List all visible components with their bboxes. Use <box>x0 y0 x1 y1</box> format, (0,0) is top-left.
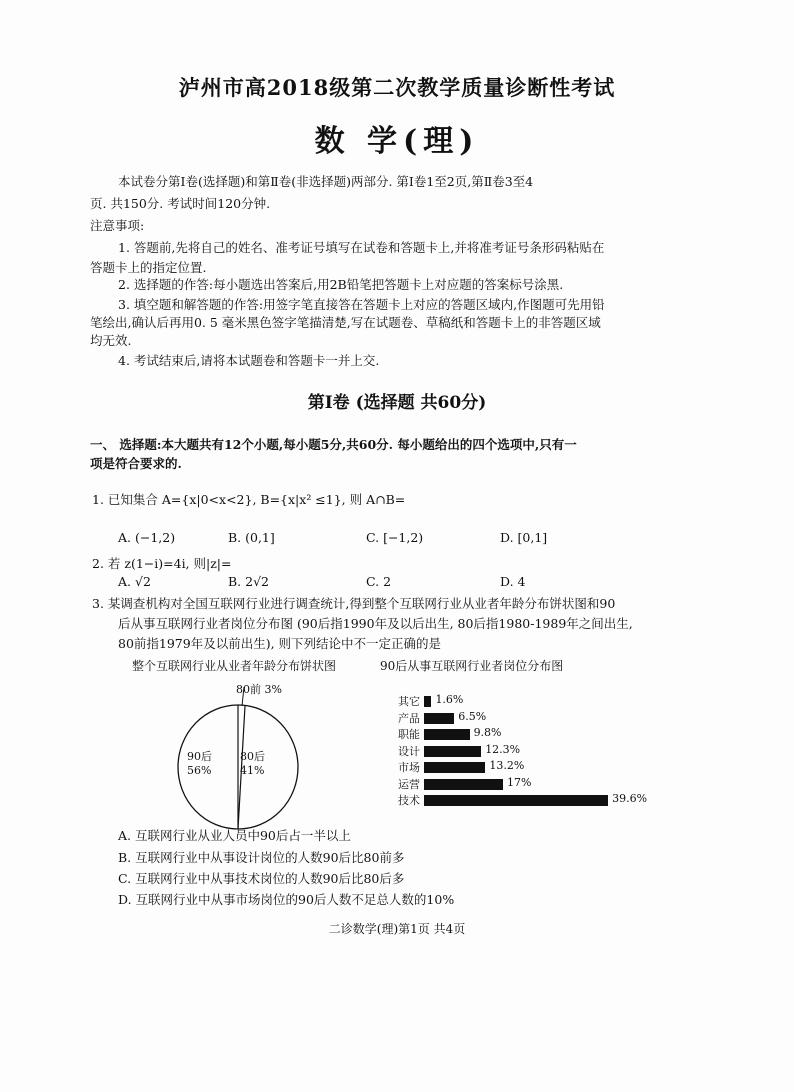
exam-title: 泸州市高2018级第二次教学质量诊断性考试 <box>178 75 616 100</box>
q3-stem-a: 3. 某调查机构对全国互联网行业进行调查统计,得到整个互联网行业从业者年龄分布饼状图和90 <box>92 596 616 611</box>
q2-stem: 2. 若 z(1−i)=4i, 则|z|= <box>92 556 232 571</box>
pie-label-80-before: 80前 3% <box>236 683 282 696</box>
bar-value-label: 17% <box>507 775 532 789</box>
q1-option-a: A. (−1,2) <box>118 530 176 545</box>
bar-mark <box>424 713 454 724</box>
section-instruction-a: 一、 选择题:本大题共有12个小题,每小题5分,共60分. 每小题给出的四个选项中,只有一 <box>90 437 577 452</box>
pie-label-90-name: 90后 <box>187 750 212 763</box>
q2-option-a: A. √2 <box>118 574 151 589</box>
bar-mark <box>424 762 485 773</box>
bar-category-label: 设计 <box>398 744 420 758</box>
intro-line-2: 页. 共150分. 考试时间120分钟. <box>90 196 271 211</box>
bar-mark <box>424 729 470 740</box>
q1-option-b: B. (0,1] <box>228 530 275 545</box>
q3-stem-b: 后从事互联网行业者岗位分布图 (90后指1990年及以后出生, 80后指1980-1989年之间出生, <box>118 616 633 631</box>
pie-label-80-name: 80后 <box>240 750 265 763</box>
note-4: 4. 考试结束后,请将本试题卷和答题卡一并上交. <box>118 353 380 368</box>
q2-option-c: C. 2 <box>366 574 392 589</box>
bar-mark <box>424 795 608 806</box>
page-footer: 二诊数学(理)第1页 共4页 <box>328 922 466 936</box>
q1-option-c: C. [−1,2) <box>366 530 424 545</box>
bar-value-label: 13.2% <box>489 759 525 772</box>
q3-stem-c: 80前指1979年及以前出生), 则下列结论中不一定正确的是 <box>118 636 442 651</box>
q2-option-d: D. 4 <box>500 574 526 589</box>
bar-value-label: 9.8% <box>473 726 502 739</box>
pie-label-80-pct: 41% <box>240 764 265 777</box>
bar-value-label: 39.6% <box>612 792 648 805</box>
bar-value-label: 12.3% <box>485 742 521 756</box>
q3-option-c: C. 互联网行业中从事技术岗位的人数90后比80后多 <box>118 871 405 886</box>
bar-chart-title: 90后从事互联网行业者岗位分布图 <box>380 659 564 673</box>
bar-category-label: 其它 <box>398 695 420 708</box>
bar-category-label: 运营 <box>398 777 420 791</box>
q3-option-d: D. 互联网行业中从事市场岗位的90后人数不足总人数的10% <box>118 892 455 907</box>
notes-title: 注意事项: <box>90 218 145 233</box>
bar-category-label: 产品 <box>398 711 420 725</box>
q2-option-b: B. 2√2 <box>228 574 270 589</box>
bar-category-label: 职能 <box>398 728 420 741</box>
bar-value-label: 6.5% <box>458 709 487 723</box>
bar-category-label: 市场 <box>398 761 420 774</box>
note-3c: 均无效. <box>90 333 132 348</box>
note-1a: 1. 答题前,先将自己的姓名、准考证号填写在试卷和答题卡上,并将准考证号条形码粘贴在 <box>118 240 605 255</box>
section-title: 第Ⅰ卷 (选择题 共60分) <box>307 393 487 413</box>
bar-value-label: 1.6% <box>435 693 464 706</box>
note-2: 2. 选择题的作答:每小题选出答案后,用2B铅笔把答题卡上对应题的答案标号涂黑. <box>118 277 564 292</box>
pie-chart-title: 整个互联网行业从业者年龄分布饼状图 <box>132 659 337 673</box>
q1-stem: 1. 已知集合 A={x|0<x<2}, B={x|x² ≤1}, 则 A∩B= <box>92 492 406 507</box>
note-3b: 笔绘出,确认后再用0. 5 毫米黑色签字笔描清楚,写在试题卷、草稿纸和答题卡上的非答题区域 <box>90 315 601 330</box>
bar-mark <box>424 779 503 790</box>
q3-option-b: B. 互联网行业中从事设计岗位的人数90后比80前多 <box>118 850 405 865</box>
q3-option-a: A. 互联网行业从业人员中90后占一半以上 <box>118 828 351 843</box>
note-1b: 答题卡上的指定位置. <box>90 260 207 275</box>
job-bar-chart <box>384 694 684 814</box>
subject-title: 数 学(理) <box>314 124 480 159</box>
bar-category-label: 技术 <box>398 794 420 807</box>
intro-line-1: 本试卷分第Ⅰ卷(选择题)和第Ⅱ卷(非选择题)两部分. 第Ⅰ卷1至2页,第Ⅱ卷3至4 <box>118 174 534 189</box>
section-instruction-b: 项是符合要求的. <box>90 456 182 471</box>
bar-mark <box>424 746 481 757</box>
pie-label-90-pct: 56% <box>187 764 212 777</box>
note-3a: 3. 填空题和解答题的作答:用签字笔直接答在答题卡上对应的答题区域内,作图题可先用铅 <box>118 297 605 312</box>
bar-mark <box>424 696 431 707</box>
q1-option-d: D. [0,1] <box>500 530 548 545</box>
